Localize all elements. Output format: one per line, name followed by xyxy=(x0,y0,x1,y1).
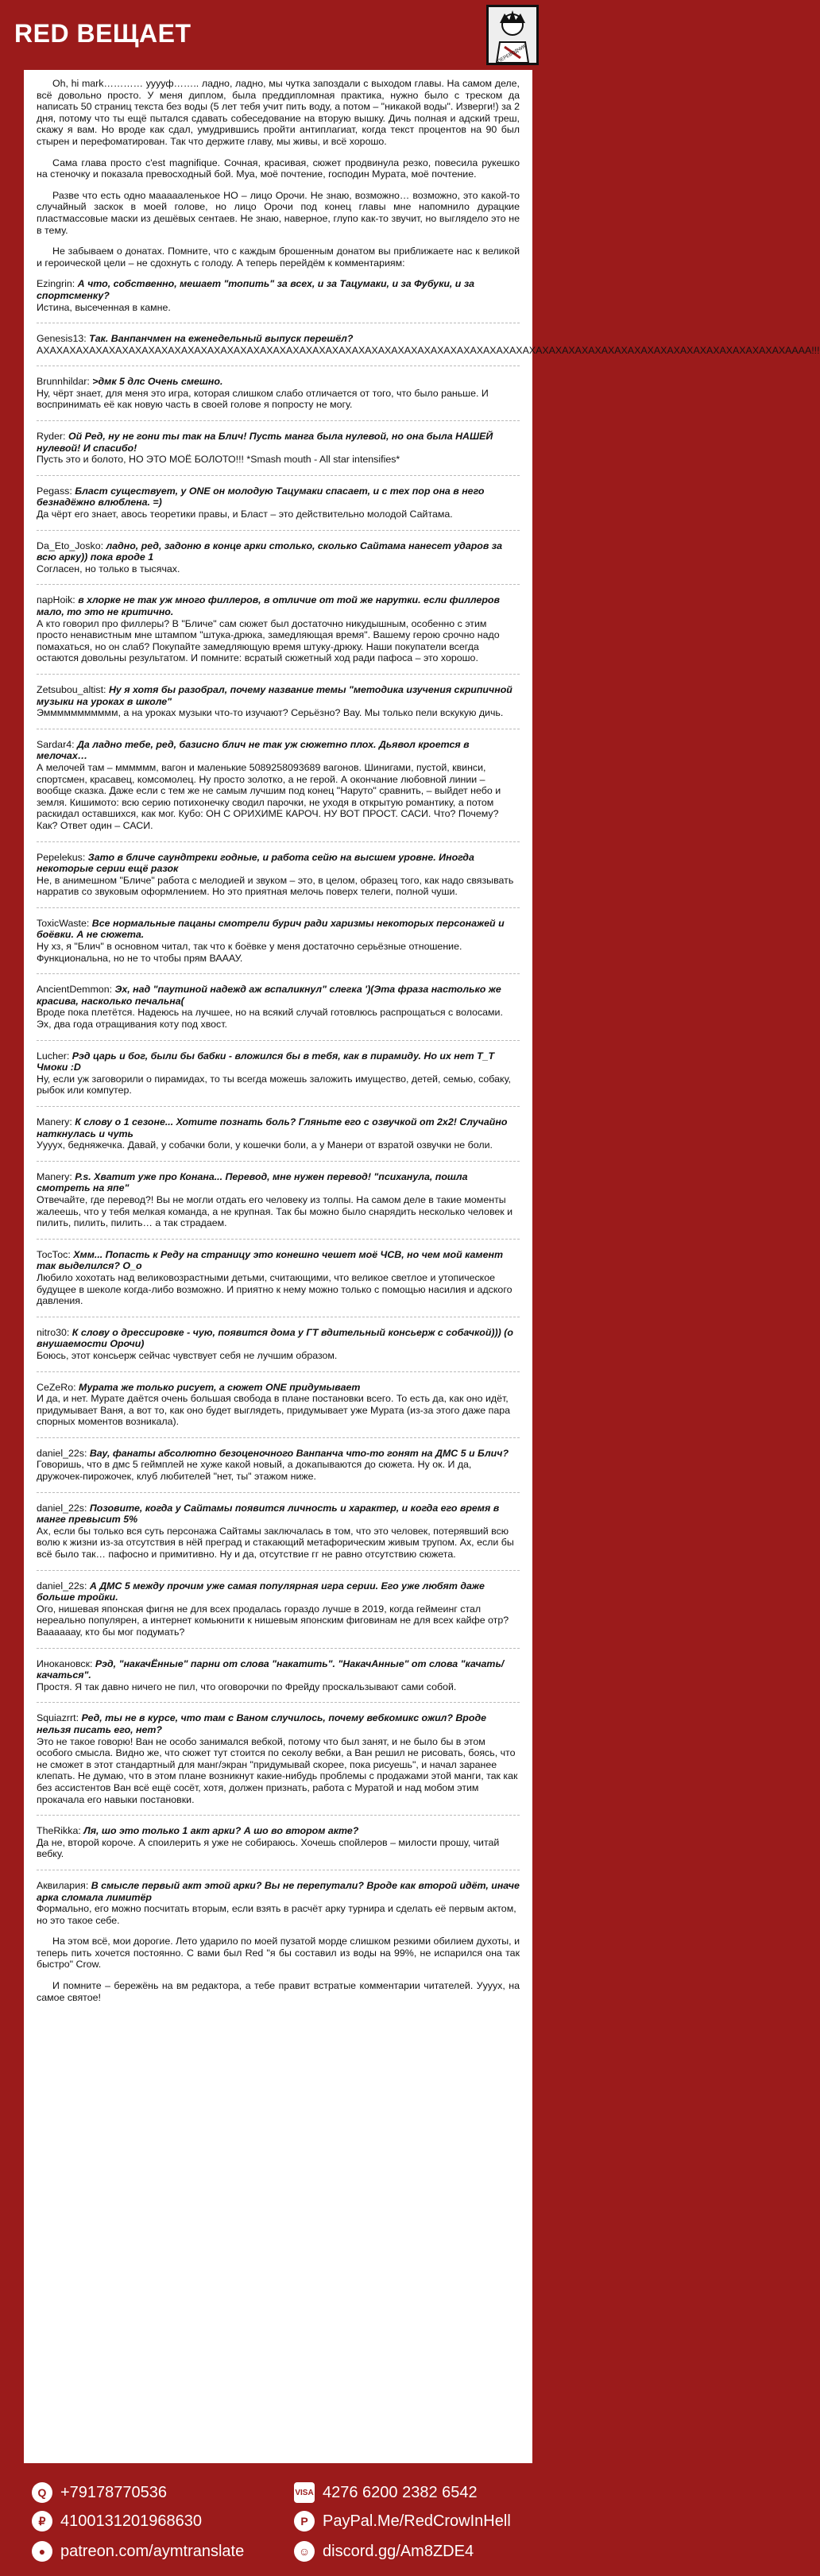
intro-paragraph: Не забываем о донатах. Помните, что с каждым брошенным донатом вы приближаете нас к великой и героической цели – не сдохнуть с голоду. А теперь перейдём к комментариям: xyxy=(37,246,520,269)
comment-entry xyxy=(37,852,520,898)
comment-quote: Ля, шо это только 1 акт арки? А шо во втором акте? xyxy=(83,1825,359,1837)
comment-entry xyxy=(37,684,520,719)
comment-divider xyxy=(37,1161,520,1162)
comment-quote: >дмк 5 длс Очень смешно. xyxy=(92,376,223,388)
visa-icon: VISA xyxy=(294,2482,315,2503)
comment-entry xyxy=(37,376,520,411)
paypal-link[interactable]: PayPal.Me/RedCrowInHell xyxy=(323,2512,511,2530)
content-panel xyxy=(24,70,820,2463)
comment-entry xyxy=(37,1658,520,1693)
comment-reply: Формально, его можно посчитать вторым, если взять в расчёт арку турнира и сделать её первым актом, но это такое себе. xyxy=(37,1903,516,1926)
comment-reply: Да не, второй короче. А споилерить я уже не собираюсь. Хочешь спойлеров – милости прошу, читай вебку. xyxy=(37,1836,500,1860)
brand-rest: ВЕЩАЕТ xyxy=(76,19,191,48)
comment-quote: Ред, ты не в курсе, что там с Ваном случилось, почему вебкомикс ожил? Вроде нельзя писать его, нет? xyxy=(37,1712,486,1735)
outro-paragraph: И помните – бережёнь на вм редактора, а тебе правит встратые комментарии читателей. Уууух, на самое святое! xyxy=(37,1980,520,2003)
comment-quote: Мурата же только рисует, а сюжет ONE придумывает xyxy=(79,1381,361,1393)
comment-reply: Эммммммммммм, а на уроках музыки что-то изучают? Серьёзно? Вау. Мы только пели вскукую дичь. xyxy=(37,707,504,719)
comment-reply: Отвечайте, где перевод?! Вы не могли отдать его человеку из толпы. На самом деле в такие моменты жалеешь, что у тебя мелкая команда, а не крупная. Так бы можно было снарядить несколько человек и пилить, пилить, пилить… а так страдаем. xyxy=(37,1193,513,1229)
comment-reply: Ну хз, я "Блич" в основном читал, так что к боёвке у меня достаточно серьёзные отношение. Функциональна, но не то чтобы прям ВАААУ. xyxy=(37,941,462,964)
intro xyxy=(37,78,520,269)
comment-reply: Боюсь, этот консьерж сейчас чувствует себя не лучшим образом. xyxy=(37,1349,338,1361)
comment-reply: Да чёрт его знает, авось теоретики правы, и Бласт – это действительно молодой Сайтама. xyxy=(37,509,453,520)
comment-author: daniel_22s: xyxy=(37,1580,87,1592)
comment-author: Pepelekus: xyxy=(37,851,86,863)
comment-quote: К слову о 1 сезоне... Хотите познать боль? Гляньте его с озвучкой от 2x2! Случайно наткнулась и чуть xyxy=(37,1116,508,1139)
comment-quote: А что, собственно, мешает "топить" за всех, и за Тацумаки, и за Фубуки, и за спортсменку? xyxy=(37,278,475,301)
comment-author: Инокановск: xyxy=(37,1657,93,1669)
comment-divider xyxy=(37,475,520,476)
intro-paragraph: Разве что есть одно маааааленькое НО – лицо Орочи. Не знаю, возможно… возможно, это какой-то случайный заскок в моей голове, но лицо Орочи под конец главы мне напомнило дурацкие пластмассовые маски из дешёвых сентаев. Не знаю, наверное, глупо как-то звучит, но выглядело это не в тему. xyxy=(37,189,520,236)
comment-author: Ezingrin: xyxy=(37,278,75,290)
wallet-icon: ₽ xyxy=(32,2511,52,2532)
comment-quote: Ой Ред, ну не гони ты так на Блич! Пусть манга была нулевой, но она была НАШЕЙ нулевой! И спасибо! xyxy=(37,431,493,454)
discord-row xyxy=(294,2541,474,2562)
comment-quote: Хмм... Попасть к Реду на страницу это конешно чешет моё ЧСВ, но чем мой камент так выделился? О_о xyxy=(37,1248,503,1272)
translator-avatar-icon xyxy=(489,7,536,63)
comment-divider xyxy=(37,1106,520,1107)
comment-author: Brunnhildar: xyxy=(37,376,90,388)
comment-author: daniel_22s: xyxy=(37,1447,87,1459)
comment-entry xyxy=(37,1249,520,1307)
paypal-icon: P xyxy=(294,2511,315,2532)
comment-reply: Ого, нишевая японская фигня не для всех продалась гораздо лучше в 2019, когда геймеинг стал нереально популярен, а интернет комьюнити к нишевым японским фиговинам не для всех кайфе отр? Ваааааау, кто бы мог подумать? xyxy=(37,1603,509,1638)
comment-divider xyxy=(37,420,520,421)
comment-author: парНоik: xyxy=(37,594,75,606)
svg-text:ПЕРЕВОДЧИК: ПЕРЕВОДЧИК xyxy=(497,44,528,64)
comment-quote: Позовите, когда у Сайтамы появится личность и характер, и когда его время в манге превысит 5% xyxy=(37,1502,500,1526)
patreon-icon: ● xyxy=(32,2541,52,2562)
comment-quote: Все нормальные пацаны смотрели бурич ради харизмы некоторых персонажей и боёвки. А не сюжета. xyxy=(37,917,505,941)
intro-paragraph: Сама глава просто c'est magnifique. Сочная, красивая, сюжет продвинула резко, повесила рукешко на стеночку и показала превосходный бой. Муа, моё почтение, господин Мурата, моё почтение. xyxy=(37,157,520,180)
comment-author: Genesis13: xyxy=(37,333,87,345)
footer xyxy=(0,2473,556,2576)
comment-entry xyxy=(37,540,520,575)
comment-reply: АХАХАХАХАХАХАХАХАХАХАХАХАХАХАХАХАХАХАХАХАХАХАХАХАХАХАХАХАХАХАХАХАХАХАХАХАХАХАХАХАХАХАХАХАХАХАХАХАХАХАХАХАХАХАХАХАХАААА!!! xyxy=(37,344,820,356)
comment-quote: К слову о дрессировке - чую, появится дома у ГТ вдительный консьерж с собачкой))) (о внушаемости Орочи) xyxy=(37,1326,513,1350)
comment-quote: Да ладно тебе, ред, базисно блич не так уж сюжетно плох. Дьявол кроется в мелочах… xyxy=(37,738,470,762)
patreon-link[interactable]: patreon.com/aymtranslate xyxy=(60,2542,245,2560)
comment-quote: Бласт существует, у ONE он молодую Тацумаки спасает, и с тех пор она в него безнадёжно влюблена. =) xyxy=(37,485,485,509)
comment-divider xyxy=(37,1239,520,1240)
brand-red: RED xyxy=(14,19,70,48)
comment-author: daniel_22s: xyxy=(37,1502,87,1514)
comment-reply: Согласен, но только в тысячах. xyxy=(37,563,180,574)
comment-entry xyxy=(37,984,520,1030)
comment-author: Pegass: xyxy=(37,485,72,497)
comment-quote: Вау, фанаты абсолютно безоценочного Ванпанча что-то гонят на ДМС 5 и Блич? xyxy=(89,1447,509,1459)
comment-entry xyxy=(37,739,520,832)
comment-quote: ладно, ред, задоню в конце арки столько, сколько Сайтама нанесет ударов за всю арку)) пока вроде 1 xyxy=(37,540,502,563)
comment-author: TheRikka: xyxy=(37,1825,81,1837)
comment-reply: А мелочей там – мммммм, вагон и маленькие 5089258093689 вагонов. Шинигами, пустой, квинси, спортсмен, красавец, комсомолец. Ну просто золотко, а не герой. А окончание любовной линии – вообще сказка. Даже если с тем же не самым лучшим под конец "Наруто" сравнить, – выйдет небо и земля. Кишимото: всю серию потихонечку сводил парочки, не уходя в открытую романтику, а потом раскидал оставшихся, как мог. Кубо: ОН С ОРИХИМЕ КАРОЧ. НУ ВОТ ПРОСТ. САСИ. Что? Почему? Как? Ответ один – САСИ. xyxy=(37,761,501,831)
discord-link[interactable]: discord.gg/Am8ZDE4 xyxy=(323,2542,474,2560)
comment-entry xyxy=(37,1503,520,1561)
comment-entry xyxy=(37,1880,520,1926)
comment-reply: А кто говорил про филлеры? В "Бличе" сам сюжет был достаточно никудышным, особенно с этим просто ненавистным мне штампом "штука-дрюка, замедляющая время". Вашему герою срочно надо помахаться, но он слаб? Покупайте замедляющую время штуку-дрюку. Наши покупатели всегда остаются довольны результатом. И помните: всратый сюжетный ход ради пафоса – это хорошо. xyxy=(37,617,500,664)
comment-reply: Пусть это и болото, НО ЭТО МОЁ БОЛОТО!!! *Smash mouth - All star intensifies* xyxy=(37,454,400,466)
comment-author: Ryder: xyxy=(37,431,66,443)
qiwi-icon: Q xyxy=(32,2482,52,2503)
comment-reply: Ну, чёрт знает, для меня это игра, которая слишком слабо отличается от того, что было раньше. И воспринимать её как новую часть в своей голове я попросту не могу. xyxy=(37,387,489,411)
comment-quote: в хлорке не так уж много филлеров, в отличие от той же нарутки. если филлеров мало, то это не критично. xyxy=(37,594,500,617)
comment-quote: А ДМС 5 между прочим уже самая популярная игра серии. Его уже любят даже больше тройки. xyxy=(37,1580,485,1603)
comment-divider xyxy=(37,1702,520,1703)
comment-divider xyxy=(37,1040,520,1041)
comment-quote: Рэд царь и бог, были бы бабки - вложился бы в тебя, как в пирамиду. Но их нет T_T Чмоки :D xyxy=(37,1050,495,1073)
comment-divider xyxy=(37,1371,520,1372)
comment-divider xyxy=(37,584,520,585)
qiwi-row xyxy=(32,2482,167,2503)
comment-reply: Ну, если уж заговорили о пирамидах, то ты всегда можешь заложить имущество, детей, семью, собаку, рыбок или компутер. xyxy=(37,1073,511,1097)
comment-divider xyxy=(37,973,520,974)
discord-icon: ☺ xyxy=(294,2541,315,2562)
comment-author: ToxicWaste: xyxy=(37,917,90,929)
comment-divider xyxy=(37,674,520,675)
comment-entry xyxy=(37,918,520,964)
comment-divider xyxy=(37,1648,520,1649)
comment-divider xyxy=(37,907,520,908)
comment-author: Manery: xyxy=(37,1116,72,1127)
comment-quote: P.s. Хватит уже про Конана... Перевод, мне нужен перевод! "психанула, пошла смотреть на япе" xyxy=(37,1170,468,1194)
comment-reply: Это не такое говорю! Ван не особо занимался вебкой, потому что был занят, и не было бы в этом особого смысла. Видно же, что сюжет тут стоится по секолу вебки, а Ван решил не рисовать, боясь, что не сможет в этот стандартный для манг/экран "придумывай скорее, пока рисуешь", и начал заранее клепать. Не думаю, что в этом плане возникнут какие-нибудь проблемы с продажами этой манги, так как без ассистентов Ван всё ещё сосёт, хотя, должен признать, работа с Муратой и над мобом этим прокачала его навыки постановки. xyxy=(37,1735,518,1805)
comment-author: CeZeRo: xyxy=(37,1381,76,1393)
comment-divider xyxy=(37,1815,520,1816)
comment-quote: Так. Ванпанчмен на еженедельный выпуск перешёл? xyxy=(89,333,354,345)
comment-reply: Простя. Я так давно ничего не пил, что оговорочки по Фрейду проскальзывают сами собой. xyxy=(37,1681,457,1692)
comment-author: ТосТос: xyxy=(37,1248,71,1260)
card-number[interactable]: 4100131201968630 xyxy=(60,2512,202,2530)
visa-row xyxy=(294,2482,478,2503)
comment-divider xyxy=(37,1570,520,1571)
comment-entry xyxy=(37,1382,520,1428)
comment-author: Zetsubou_altist: xyxy=(37,683,106,695)
comment-entry xyxy=(37,1580,520,1638)
comment-entry xyxy=(37,1050,520,1097)
comment-author: Da_Eto_Josko: xyxy=(37,540,104,551)
comment-reply: Не, в анимешном "Бличе" работа с мелодией и звуком – это, в целом, образец того, как надо связывать нарратив со звуковым оформлением. Но это приятная мелочь поверх телеги, полной чуши. xyxy=(37,874,514,898)
comment-reply: Вроде пока плетётся. Надеюсь на лучшее, но на всякий случай готовлюсь распрощаться с волосами. Эх, два года отращивания коту под хвост. xyxy=(37,1007,503,1031)
comment-entry xyxy=(37,278,520,313)
comment-entry xyxy=(37,1116,520,1151)
comment-reply: Любило хохотать над великовозрастными детьми, считающими, что великое светлое и утопическое будущее в шеколе когда-либо возможно. И приятно к нему можно только с помощью насилия и адского давления. xyxy=(37,1271,512,1307)
card-row xyxy=(32,2511,202,2532)
comment-author: Squiazrrt: xyxy=(37,1712,79,1724)
comment-quote: В смысле первый акт этой арки? Вы не перепутали? Вроде как второй идёт, иначе арка сломала лимитёр xyxy=(37,1879,520,1903)
comment-reply: Ах, если бы только вся суть персонажа Сайтамы заключалась в том, что это человек, потерявший всю волю к жизни из-за отсутствия в нёй преград и стакающий метафорическим живым трупом. Ах, если бы всё было так… пафосно и примитивно. Ну и да, отсутствие гг не равно отсутствию сюжета. xyxy=(37,1525,514,1561)
comment-author: Lucher: xyxy=(37,1050,70,1062)
comment-divider xyxy=(37,841,520,842)
comment-divider xyxy=(37,1492,520,1493)
comment-quote: Рэд, "накачЁнные" парни от слова "накатить". "НакачАнные" от слова "качать/качаться". xyxy=(37,1657,505,1681)
header xyxy=(0,0,556,64)
comment-reply: Истина, высеченная в камне. xyxy=(37,301,171,313)
comment-quote: Зато в бличе саундтреки годные, и работа сейю на высшем уровне. Иногда некоторые серии ещё разок xyxy=(37,851,474,875)
comment-author: Manery: xyxy=(37,1170,72,1182)
comment-author: Sardar4: xyxy=(37,738,75,750)
comment-author: Аквилария: xyxy=(37,1879,89,1891)
comment-entry xyxy=(37,485,520,520)
comment-reply: Уууух, бедняжечка. Давай, у собачки боли, у кошечки боли, а у Манери от взратой озвучки не боли. xyxy=(37,1139,493,1151)
comment-quote: Ну я хотя бы разобрал, почему название темы "методика изучения скрипичной музыки на уроках в школе" xyxy=(37,683,512,707)
comment-entry xyxy=(37,431,520,466)
comment-reply: Говоришь, что в дмс 5 геймплей не хуже какой новый, а докапываются до сюжета. Ну ок. И да, дружочек-пирожочек, клуб любителей "нет, ты" этажом ниже. xyxy=(37,1459,472,1483)
comment-author: nitro30: xyxy=(37,1326,70,1338)
visa-number[interactable]: 4276 6200 2382 6542 xyxy=(323,2483,478,2501)
brand-logo xyxy=(14,19,191,48)
qiwi-number[interactable]: +79178770536 xyxy=(60,2483,168,2501)
comment-entry xyxy=(37,1171,520,1229)
comment-divider xyxy=(37,1437,520,1438)
comment-author: AncientDemmon: xyxy=(37,984,113,996)
translator-avatar xyxy=(486,5,539,65)
comment-entry xyxy=(37,594,520,664)
comments-list xyxy=(37,278,820,1926)
comment-divider xyxy=(37,530,520,531)
comment-entry xyxy=(37,333,820,356)
paypal-row xyxy=(294,2511,511,2532)
comment-entry xyxy=(37,1712,520,1805)
outro xyxy=(37,1936,520,2003)
intro-paragraph: Oh, hi mark………… ууууф…….. ладно, ладно, мы чутка запоздали с выходом главы. На самом деле, всё довольно просто. У меня диплом, была преддипломная практика, нужно было с треском да написать 50 страниц текста без воды (5 лет тебя учит пить воду, а потом – "никакой воды". Изверги!) за 2 дня, потому что ты ещё пытался сдавать собеседование на вторую вышку. Дичь полная и адский треш, скажу я вам. Но вроде как сдал, умудрившись пройти антиплагиат, когда текст процентов на 90 был стырен и перефоматирован. Так что держите главу, мы живы, и всё хорошо. xyxy=(37,78,520,147)
comment-quote: Эх, над "паутиной надежд аж вспаликнул" слегка ')(Эта фраза настолько же красива, насколько печальна( xyxy=(37,984,501,1007)
comment-reply: И да, и нет. Мурате даётся очень большая свобода в плане постановки всего. То есть да, как оно идёт, придумывает Ваня, а вот то, как оно будет выглядеть, придумывает уже Мурата (из-за этого даже пара спорных моментов возникала). xyxy=(37,1393,510,1428)
patreon-row xyxy=(32,2541,244,2562)
outro-paragraph: На этом всё, мои дорогие. Лето ударило по моей пузатой морде слишком резкими обилием духоты, и теперь пить хочется постоянно. С вами был Red "я бы составил из воды на 99%, не испарился она так быстро" Crow. xyxy=(37,1936,520,1971)
comment-entry xyxy=(37,1448,520,1483)
comment-entry xyxy=(37,1327,520,1362)
comment-entry xyxy=(37,1825,520,1860)
